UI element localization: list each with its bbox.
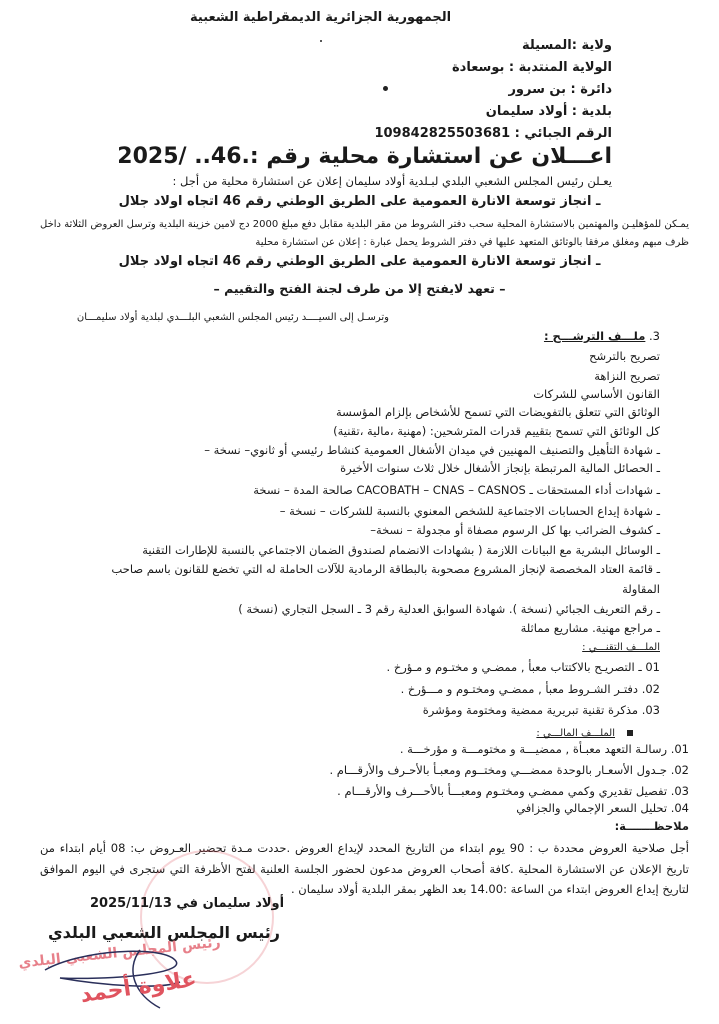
list-item: القانون الأساسي للشركات bbox=[533, 387, 660, 401]
list-item: ـ مراجع مهنية. مشاريع مماثلة bbox=[520, 621, 660, 635]
signatory-name: علاوة أحمد bbox=[78, 966, 199, 1009]
list-item: تصريح النزاهة bbox=[594, 369, 660, 383]
signatory-role: رئيس المجلس الشعبي البلدي bbox=[48, 923, 280, 942]
candidacy-heading bbox=[544, 328, 660, 344]
financial-heading: الملـــف المالـــي : bbox=[536, 726, 633, 742]
list-item: 01. رسالـة التعهد معبـأة , ممضيـــة و مختومـــة و مؤرخـــة . bbox=[399, 742, 689, 756]
note-text: أجل صلاحية العروض محددة ب : 90 يوم ابتداء من التاريخ المحدد لإيداع العروض .حددت مـدة تحضير العـروض ب: 08 أيام ابتداء من تاريخ الإعلان عن الاستشارة المحلية .كافة أصحاب العروض مدعون لحضور الجلسة العلنية لفتح الأظرفة التي ستجرى في اليوم الموافق لتاريخ إيداع العروض ابتداء من الساعة :14.00 بعد الظهر بمقر البلدية أولاد سليمان . bbox=[40, 841, 689, 896]
list-item: 04. تحليل السعر الإجمالي والجزافي bbox=[516, 801, 689, 815]
list-item: كل الوثائق التي تسمح بتقييم قدرات المترشحين: (مهنية ،مالية ،تقنية) bbox=[333, 424, 660, 438]
withdraw-paragraph: يمـكن للمؤهليـن والمهتمين بالاستشارة المحلية سحب دفتر الشروط من مقر البلدية مقابل دفع مبلغ 2000 دج لامين خزينة البلدية وترسل العروض الثلاثة داخل ظرف مبهم ومغلق مرفقا بالوثائق المتعهد عليها في دفتر الشروط يحمل عبارة : إعلان عن استشارة محلية bbox=[40, 219, 689, 248]
list-item: 03. مذكرة تقنية تبريرية ممضية ومختومة ومؤشرة bbox=[422, 703, 660, 717]
document-title: اعـــلان عن استشارة محلية رقم :.46.. /2025 bbox=[117, 144, 612, 169]
send-to: وترسـل إلى السيــــد رئيس المجلس الشعبي البلـــدي لبلدية أولاد سليمـــان bbox=[76, 312, 389, 323]
list-item: ـ الوسائل البشرية مع البيانات اللازمة ( بشهادات الانضمام لصندوق الضمان الاجتماعي بالنسبة للإطارات التقنية bbox=[142, 543, 660, 557]
list-item: ـ الحصائل المالية المرتبطة بإنجاز الأشغال خلال ثلاث سنوات الأخيرة bbox=[340, 461, 660, 475]
wilaya-delegated: الولاية المنتدبة : بوسعادة bbox=[451, 60, 612, 75]
bullet-square-icon bbox=[627, 730, 633, 736]
project-title: ـ انجاز توسعة الانارة العمومية على الطريق الوطني رقم 46 اتجاه اولاد جلال bbox=[118, 194, 601, 209]
intro: يعـلن رئيس المجلس الشعبي البلدي لبـلدية أولاد سليمان إعلان عن استشارة محلية من أجل : bbox=[172, 174, 612, 188]
opening-notice: – تعهد لايفتح إلا من طرف لجنة الفتح والتقييم – bbox=[213, 281, 506, 296]
list-item: ـ كشوف الضرائب بها كل الرسوم مصفاة أو مجدولة – نسخة– bbox=[370, 523, 660, 537]
list-item: ـ شهادة التأهيل والتصنيف المهنيين في ميدان الأشغال العمومية كنشاط رئيسي أو ثانوي– نسخة – bbox=[204, 443, 660, 457]
list-item: ـ شهادات أداء المستحقات ـ CACOBATH – CNAS – CASNOS صالحة المدة – نسخة bbox=[253, 483, 660, 497]
tax-id: الرقم الجبائي : 09842825503681‏1 bbox=[374, 126, 612, 141]
commune: بلدية : أولاد سليمان bbox=[485, 104, 612, 119]
candidacy-title: ملـــف الترشـــح : bbox=[543, 329, 646, 343]
candidacy-number: 3. bbox=[649, 329, 660, 343]
scan-dot bbox=[320, 40, 322, 42]
note-heading: ملاحظـــــــة: bbox=[614, 819, 689, 833]
project-title-repeat: ـ انجاز توسعة الانارة العمومية على الطريق الوطني رقم 46 اتجاه اولاد جلال bbox=[118, 254, 601, 269]
stamp-text: رئيس المجلس الشعبي البلدي bbox=[17, 934, 222, 972]
list-item: المقاولة bbox=[622, 582, 660, 596]
list-item: ـ شهادة إيداع الحسابات الاجتماعية للشخص المعنوي بالنسبة للشركات – نسخة – bbox=[279, 504, 660, 518]
list-item: ـ رقم التعريف الجبائي (نسخة ). شهادة السوابق العدلية رقم 3 ـ السجل التجاري (نسخة ) bbox=[238, 602, 660, 616]
place-date: أولاد سليمان في 2025/11/13 bbox=[90, 896, 285, 911]
scan-dot bbox=[383, 86, 388, 91]
list-item: 02. جـدول الأسعـار بالوحدة ممضـــي ومختــوم ومعبـأ بالأحـرف والأرقـــام . bbox=[329, 763, 689, 777]
list-item: 02. دفتـر الشـروط معبأ , ممضـي ومختـوم و مـــؤرخ . bbox=[400, 682, 660, 696]
list-item: تصريح بالترشح bbox=[589, 349, 660, 363]
list-item: 01 ـ التصريـح بالاكتتاب معبأ , ممضـي و مختـوم و مـؤرخ . bbox=[386, 660, 660, 674]
list-item: ـ قائمة العتاد المخصصة لإنجاز المشروع مصحوبة بالبطاقة الرمادية للآلات الحاملة له التي تخضع للقانون باسم صاحب bbox=[111, 562, 660, 576]
republic-header: الجمهورية الجزائرية الديمقراطية الشعبية bbox=[190, 10, 452, 25]
list-item: الوثائق التي تتعلق بالتفويضات التي تسمح للأشخاص بإلزام المؤسسة bbox=[335, 405, 660, 419]
wilaya: ولاية :المسيلة bbox=[521, 38, 612, 53]
technical-heading: الملـــف التقنـــي : bbox=[582, 642, 660, 653]
list-item: 03. تفصيل تقديري وكمي ممضـي ومختـوم ومعبـــأ بالأحـــرف والأرقـــام . bbox=[337, 784, 689, 798]
daira: دائرة : بن سرور bbox=[508, 82, 612, 97]
